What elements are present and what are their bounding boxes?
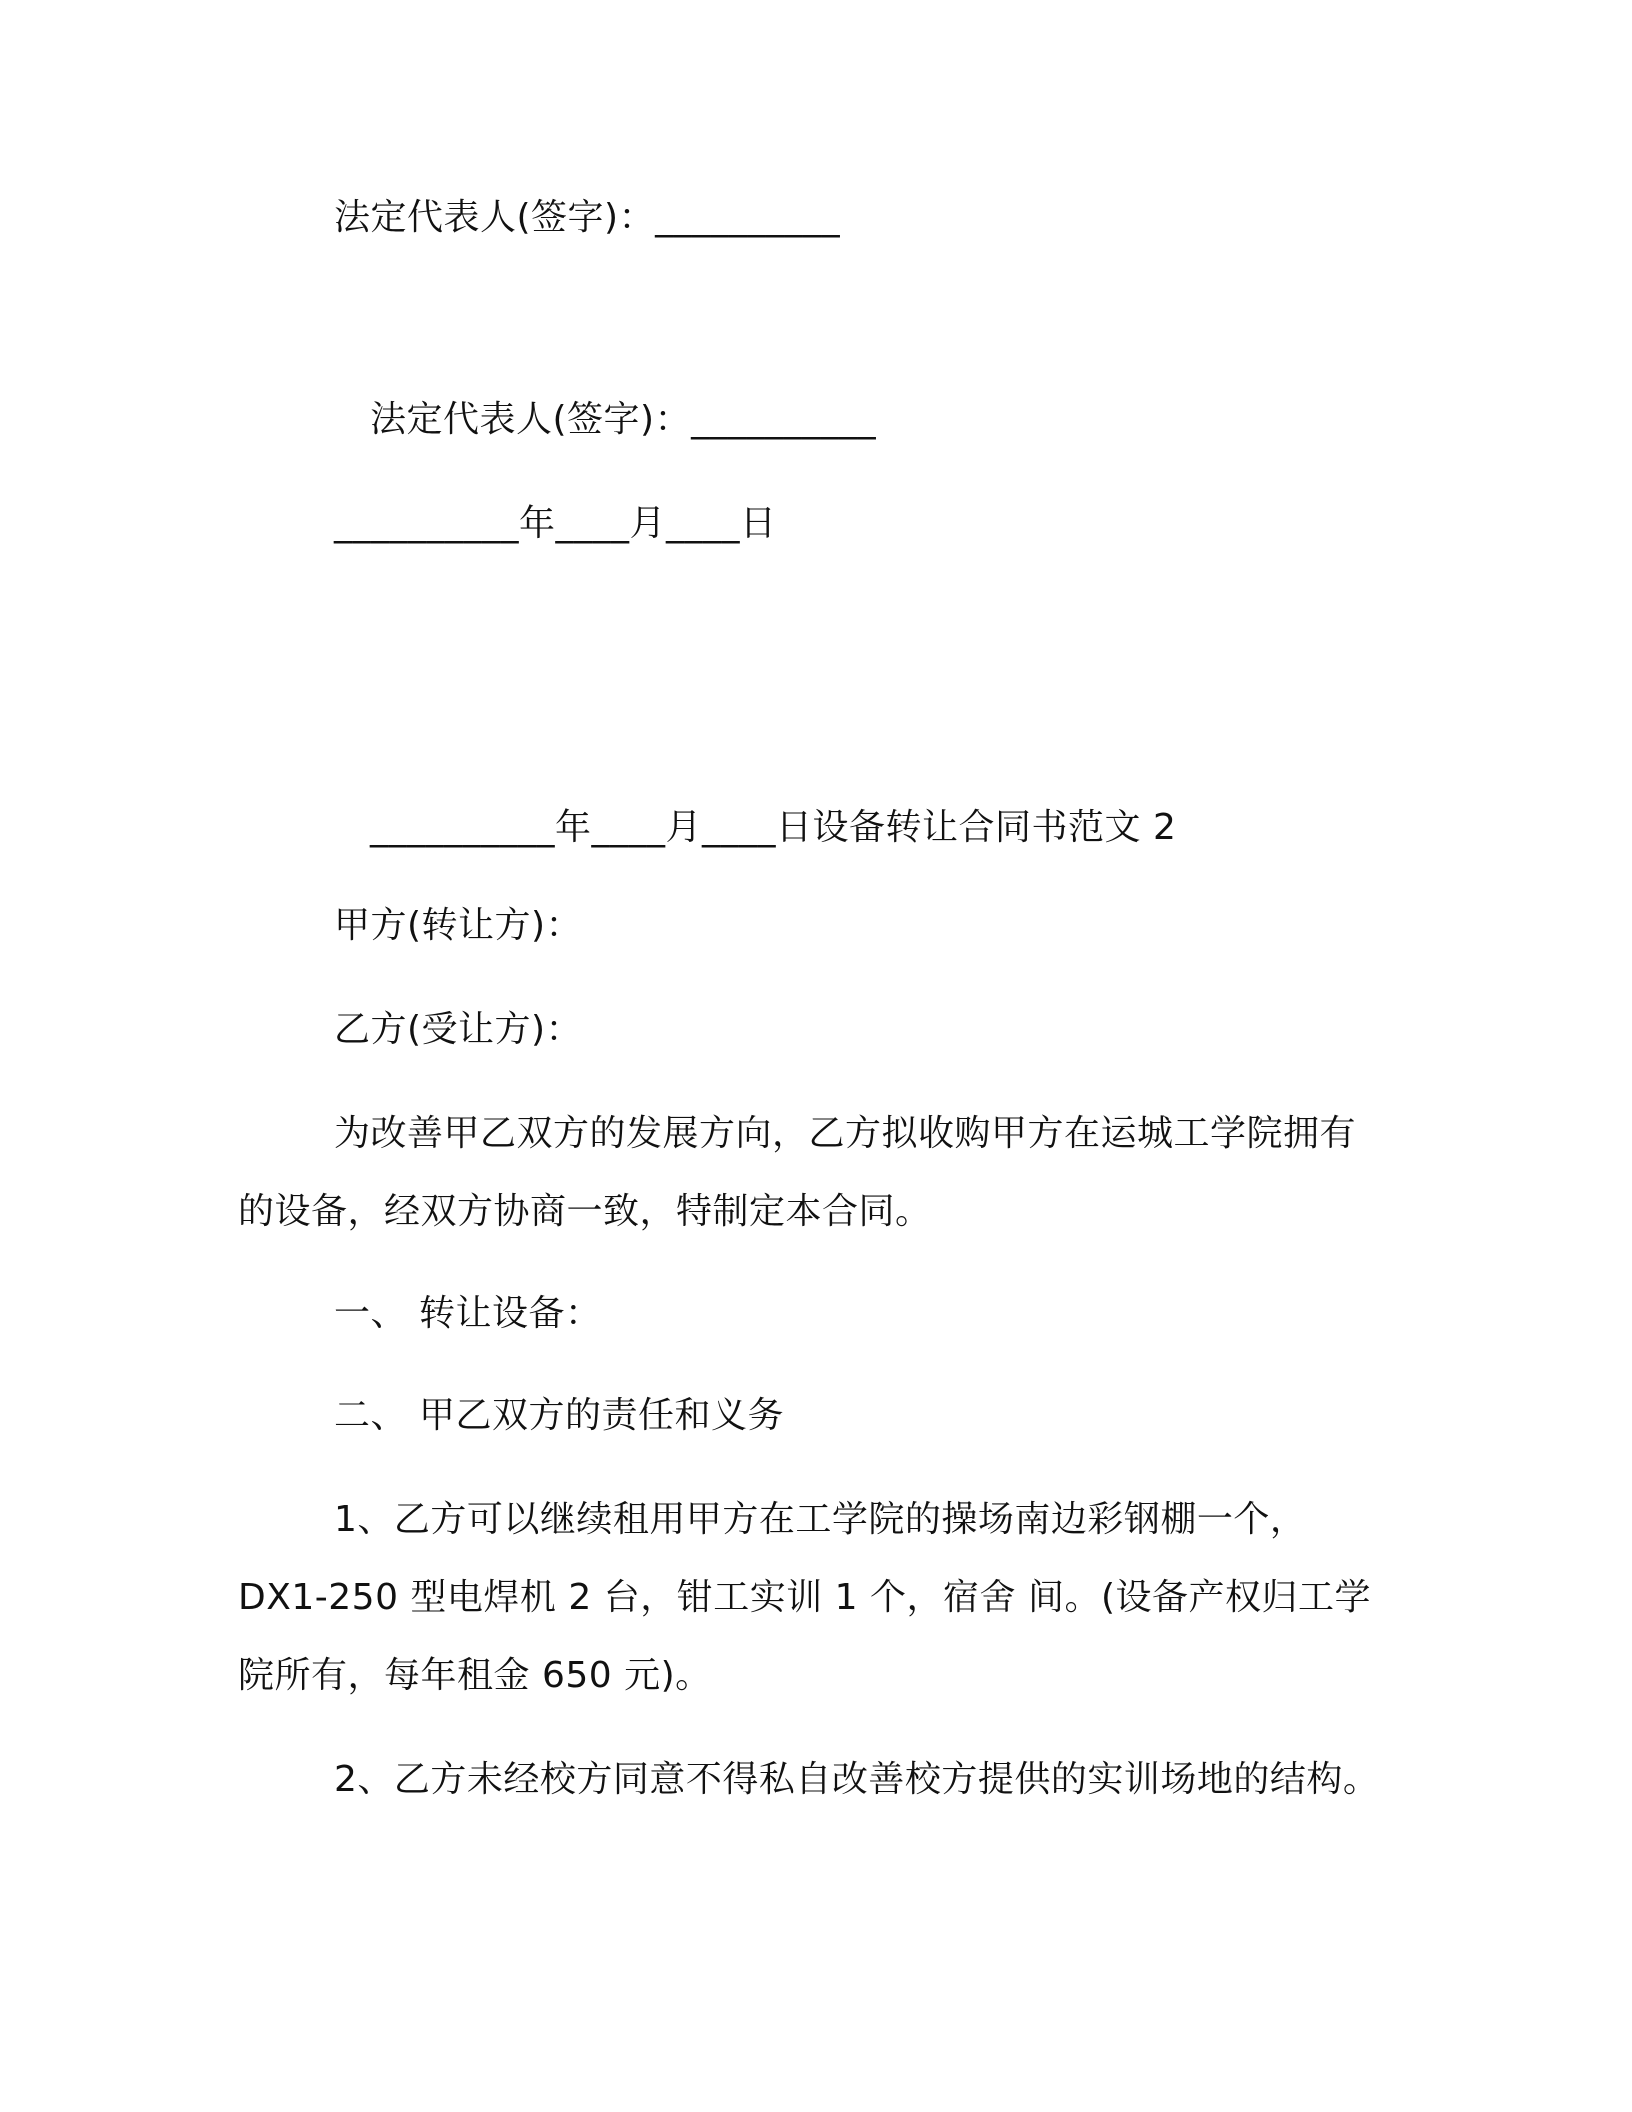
signature-line-legal-rep-a: 法定代表人(签字)：__________ xyxy=(334,197,841,238)
date-line: __________年____月____日 xyxy=(334,503,777,544)
contract-title: __________年____月____日设备转让合同书范文 2 xyxy=(370,807,1177,848)
party-a-label: 甲方(转让方)： xyxy=(334,905,583,946)
clause-1-line-1: 1、乙方可以继续租用甲方在工学院的操场南边彩钢棚一个， xyxy=(334,1499,1307,1540)
clause-2: 2、乙方未经校方同意不得私自改善校方提供的实训场地的结构。 xyxy=(334,1759,1380,1800)
intro-paragraph-line-2: 的设备，经双方协商一致，特制定本合同。 xyxy=(238,1191,932,1232)
section-2-heading: 二、 甲乙双方的责任和义务 xyxy=(334,1395,784,1436)
clause-1-line-3: 院所有，每年租金 650 元)。 xyxy=(238,1655,712,1696)
intro-paragraph-line-1: 为改善甲乙双方的发展方向，乙方拟收购甲方在运城工学院拥有 xyxy=(334,1113,1357,1154)
clause-1-line-2: DX1-250 型电焊机 2 台，钳工实训 1 个，宿舍 间。(设备产权归工学 xyxy=(238,1577,1372,1618)
signature-line-legal-rep-b: 法定代表人(签字)：__________ xyxy=(370,399,877,440)
section-1-heading: 一、 转让设备： xyxy=(334,1293,602,1334)
party-b-label: 乙方(受让方)： xyxy=(334,1009,583,1050)
